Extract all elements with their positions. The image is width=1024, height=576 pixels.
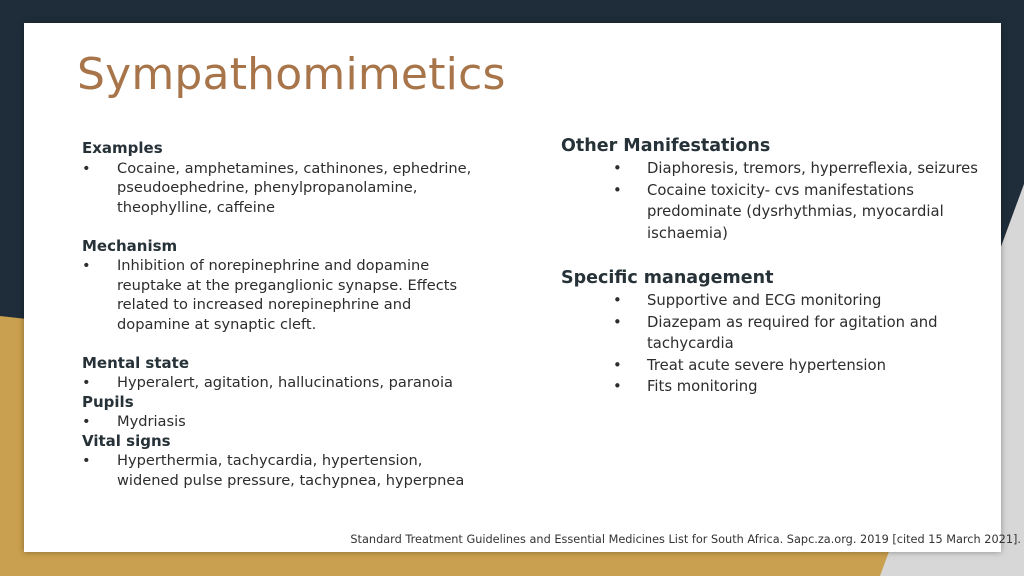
list-item: • Treat acute severe hypertension <box>561 355 1001 377</box>
right-column <box>561 134 1001 398</box>
section-heading-pupils: Pupils <box>82 392 134 411</box>
list-item: • Supportive and ECG monitoring <box>561 290 1001 312</box>
slide-canvas <box>24 23 1021 552</box>
pupils-list <box>82 412 482 432</box>
list-item: • Diazepam as required for agitation and tachycardia <box>561 312 1001 355</box>
citation-text: Standard Treatment Guidelines and Essential Medicines List for South Africa. Sapc.za.org. 2019 [cited 15 March 2021]. <box>350 533 1021 546</box>
mental-state-list <box>82 373 482 393</box>
list-item: • Diaphoresis, tremors, hyperreflexia, seizures <box>561 158 1001 180</box>
left-column <box>82 139 482 490</box>
list-item: • Fits monitoring <box>561 376 1001 398</box>
other-manifestations-list <box>561 158 1001 244</box>
mechanism-list <box>82 256 482 334</box>
list-item: • Mydriasis <box>82 412 482 432</box>
list-item: • Cocaine toxicity- cvs manifestations predominate (dysrhythmias, myocardial ischaemia) <box>561 180 1001 245</box>
vital-signs-list <box>82 451 482 490</box>
section-heading-vital-signs: Vital signs <box>82 431 171 450</box>
section-heading-other-manifestations: Other Manifestations <box>561 136 771 156</box>
section-heading-specific-management: Specific management <box>561 268 774 288</box>
examples-list <box>82 159 482 218</box>
list-item: • Hyperthermia, tachycardia, hypertension, widened pulse pressure, tachypnea, hyperpnea <box>82 451 482 490</box>
list-item: • Hyperalert, agitation, hallucinations, paranoia <box>82 373 482 393</box>
section-heading-examples: Examples <box>82 139 163 157</box>
section-heading-mechanism: Mechanism <box>82 236 178 255</box>
list-item: • Inhibition of norepinephrine and dopamine reuptake at the preganglionic synapse. Effects related to increased norepinephrine and dopamine at synaptic cleft. <box>82 256 482 334</box>
list-item: • Cocaine, amphetamines, cathinones, ephedrine, pseudoephedrine, phenylpropanolamine, theophylline, caffeine <box>82 159 482 218</box>
section-heading-mental-state: Mental state <box>82 353 189 372</box>
slide-title: Sympathomimetics <box>77 49 506 100</box>
specific-management-list <box>561 290 1001 398</box>
